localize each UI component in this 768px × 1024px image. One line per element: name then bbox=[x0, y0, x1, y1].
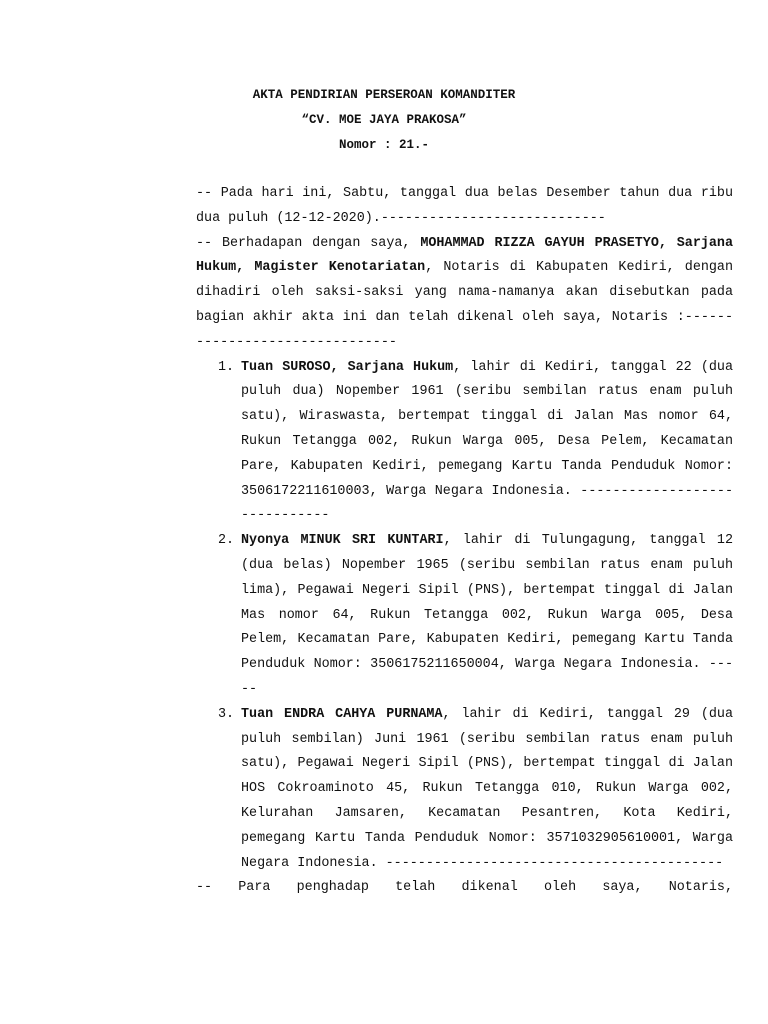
appearer-name: Nyonya MINUK SRI KUNTARI bbox=[241, 533, 444, 549]
opening-paragraph: -- Pada hari ini, Sabtu, tanggal dua belas Desember tahun dua ribu dua puluh (12-12-2020).---------------------------- bbox=[196, 186, 733, 226]
deed-number: Nomor : 21.- bbox=[338, 138, 429, 152]
appearer-details: , lahir di Kediri, tanggal 22 (dua puluh dua) Nopember 1961 (seribu sembilan ratus enam puluh satu), Wiraswasta, bertempat tinggal di Jalan Mas nomor 64, Rukun Tetangga 002, Rukun Warga 005, Desa Pelem, Kecamatan Pare, Kabupaten Kediri, pemegang Kartu Tanda Penduduk Nomor: 3506172211610003, Warga Negara Indonesia. ------------------------------ bbox=[241, 359, 733, 524]
appearer-name: Tuan SUROSO, Sarjana Hukum bbox=[241, 359, 454, 375]
appearer-details: , lahir di Kediri, tanggal 29 (dua puluh sembilan) Juni 1961 (seribu sembilan ratus enam puluh satu), Pegawai Negeri Sipil (PNS), bertempat tinggal di Jalan HOS Cokroaminoto 45, Rukun Tetangga 010, Rukun Warga 002, Kelurahan Jamsaren, Kecamatan Pesantren, Kota Kediri, pemegang Kartu Tanda Penduduk Nomor: 3571032905610001, Warga Negara Indonesia. ------------------------------------------ bbox=[241, 706, 733, 871]
list-item bbox=[196, 703, 733, 877]
company-name: “CV. MOE JAYA PRAKOSA” bbox=[301, 113, 467, 127]
notary-name: MOHAMMAD RIZZA GAYUH PRASETYO, Sarjana Hukum, Magister Kenotariatan bbox=[196, 235, 734, 276]
list-item bbox=[196, 529, 733, 703]
appearance-lead: -- Berhadapan dengan saya, bbox=[196, 235, 421, 251]
list-item bbox=[196, 356, 733, 530]
closing-paragraph: -- Para penghadap telah dikenal oleh saya, Notaris, bbox=[196, 880, 733, 896]
deed-title: AKTA PENDIRIAN PERSEROAN KOMANDITER bbox=[252, 88, 516, 102]
appearance-paragraph bbox=[196, 232, 733, 356]
list-item-number: 1. bbox=[218, 359, 235, 375]
deed-body bbox=[196, 182, 733, 901]
appearer-details: , lahir di Tulungagung, tanggal 12 (dua belas) Nopember 1965 (seribu sembilan ratus enam puluh lima), Pegawai Negeri Sipil (PNS), bertempat tinggal di Jalan Mas nomor 64, Rukun Tetangga 002, Rukun Warga 005, Desa Pelem, Kecamatan Pare, Kabupaten Kediri, pemegang Kartu Tanda Penduduk Nomor: 3506175211650004, Warga Negara Indonesia. ----- bbox=[241, 533, 733, 697]
list-item-number: 3. bbox=[218, 706, 235, 722]
appearers-list bbox=[196, 356, 733, 877]
list-item-text bbox=[241, 703, 733, 877]
list-item-text bbox=[241, 356, 733, 530]
appearer-name: Tuan ENDRA CAHYA PURNAMA bbox=[241, 706, 443, 722]
list-item-number: 2. bbox=[218, 533, 235, 549]
list-item-text bbox=[241, 529, 733, 703]
appearance-rest: , Notaris di Kabupaten Kediri, dengan dihadiri oleh saksi-saksi yang nama-namanya akan disebutkan pada bagian akhir akta ini dan telah dikenal oleh saya, Notaris :------------------------------- bbox=[196, 260, 734, 350]
